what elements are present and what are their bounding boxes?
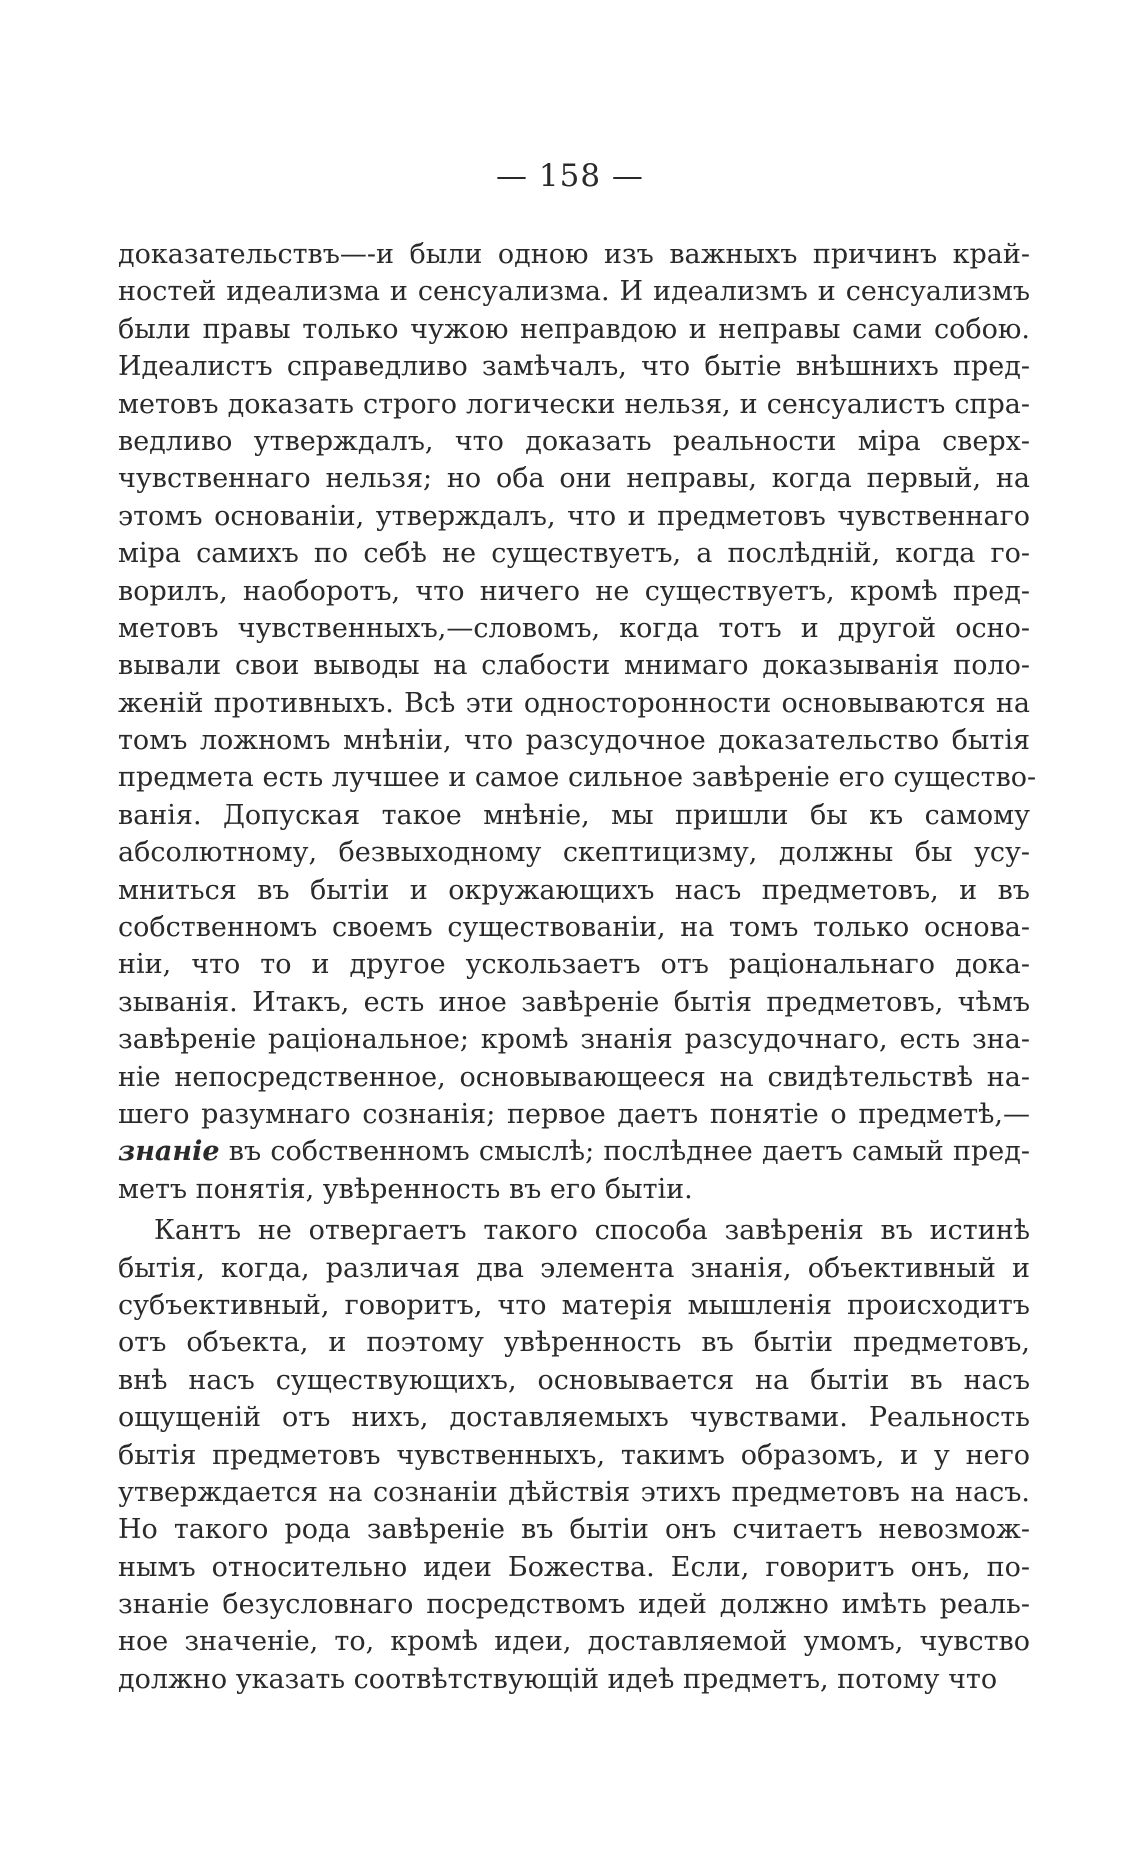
text-line: завѣреніе раціональное; кромѣ знанія разсудочнаго, есть зна- — [118, 1024, 1030, 1056]
emphasized-word: знаніе — [118, 1136, 220, 1168]
text-line: мниться въ бытіи и окружающихъ насъ предметовъ, и въ — [118, 874, 1030, 906]
text-line: вывали свои выводы на слабости мнимаго доказыванія поло- — [118, 650, 1030, 682]
text-line: ведливо утверждалъ, что доказать реальности міра сверх- — [118, 425, 1030, 457]
text-line: ностей идеализма и сенсуализма. И идеализмъ и сенсуализмъ — [118, 276, 1030, 308]
text-line: ніе непосредственное, основывающееся на свидѣтельствѣ на- — [118, 1061, 1030, 1093]
text-line: бытія, когда, различая два элемента знанія, объективный и — [118, 1252, 1030, 1284]
text-line: знаніе безусловнаго посредствомъ идей должно имѣть реаль- — [118, 1589, 1030, 1621]
text-line: утверждается на сознаніи дѣйствія этихъ предметовъ на насъ. — [118, 1476, 1030, 1508]
paragraph — [118, 236, 1037, 1208]
text-fragment: въ собственномъ смыслѣ; послѣднее даетъ самый пред- — [219, 1136, 1030, 1168]
text-line: доказательствъ—-и были одною изъ важныхъ причинъ край- — [118, 239, 1030, 270]
text-line: бытія предметовъ чувственныхъ, такимъ образомъ, и у него — [118, 1439, 1030, 1471]
text-line: должно указать соотвѣтствующій идеѣ предметъ, потому что — [118, 1663, 998, 1695]
text-line: предмета есть лучшее и самое сильное завѣреніе его существо- — [118, 762, 1037, 794]
text-line: внѣ насъ существующихъ, основывается на бытіи въ насъ — [118, 1364, 1030, 1396]
text-line: собственномъ своемъ существованіи, на томъ только основа- — [118, 912, 1030, 944]
text-line: абсолютному, безвыходному скептицизму, должны бы усу- — [118, 837, 1030, 869]
text-line: шего разумнаго сознанія; первое даетъ понятіе о предметѣ,— — [118, 1098, 1030, 1130]
text-line: метовъ чувственныхъ,—словомъ, когда тотъ и другой осно- — [118, 612, 1030, 644]
text-line: Кантъ не отвергаетъ такого способа завѣренія въ истинѣ — [154, 1215, 1030, 1247]
text-line: томъ ложномъ мнѣніи, что разсудочное доказательство бытія — [118, 725, 1030, 757]
text-line: ванія. Допуская такое мнѣніе, мы пришли бы къ самому — [118, 799, 1030, 831]
text-line: чувственнаго нельзя; но оба они неправы, когда первый, на — [118, 463, 1030, 495]
text-line: женій противныхъ. Всѣ эти односторонности основываются на — [118, 687, 1030, 719]
text-line: ощущеній отъ нихъ, доставляемыхъ чувствами. Реальность — [118, 1402, 1030, 1434]
text-line: отъ объекта, и поэтому увѣренность въ бытіи предметовъ, — [118, 1327, 1030, 1359]
text-line: метовъ доказать строго логически нельзя, и сенсуалистъ спра- — [118, 388, 1030, 420]
body-text — [118, 236, 1037, 1698]
text-line: Но такого рода завѣреніе въ бытіи онъ считаетъ невозмож- — [118, 1514, 1030, 1546]
text-line: субъективный, говоритъ, что матерія мышленія происходитъ — [118, 1289, 1030, 1321]
text-line: были правы только чужою неправдою и неправы сами собою. — [118, 313, 1030, 345]
text-line: ное значеніе, то, кромѣ идеи, доставляемой умомъ, чувство — [118, 1626, 1030, 1658]
text-line: Идеалистъ справедливо замѣчалъ, что бытіе внѣшнихъ пред- — [118, 351, 1030, 383]
text-line: зыванія. Итакъ, есть иное завѣреніе бытія предметовъ, чѣмъ — [118, 986, 1030, 1018]
text-line: нымъ относительно идеи Божества. Если, говоритъ онъ, по- — [118, 1551, 1030, 1583]
text-line: міра самихъ по себѣ не существуетъ, а послѣдній, когда го- — [118, 538, 1030, 570]
text-line: ворилъ, наоборотъ, что ничего не существуетъ, кромѣ пред- — [118, 575, 1030, 607]
text-line: метъ понятія, увѣренность въ его бытіи. — [118, 1173, 693, 1205]
page-number: — 158 — — [496, 158, 644, 194]
text-line: ніи, что то и другое ускользаетъ отъ раціональнаго дока- — [118, 949, 1030, 981]
text-line: этомъ основаніи, утверждалъ, что и предметовъ чувственнаго — [118, 500, 1030, 532]
text-line — [118, 1133, 1030, 1170]
paragraph — [118, 1212, 1030, 1698]
